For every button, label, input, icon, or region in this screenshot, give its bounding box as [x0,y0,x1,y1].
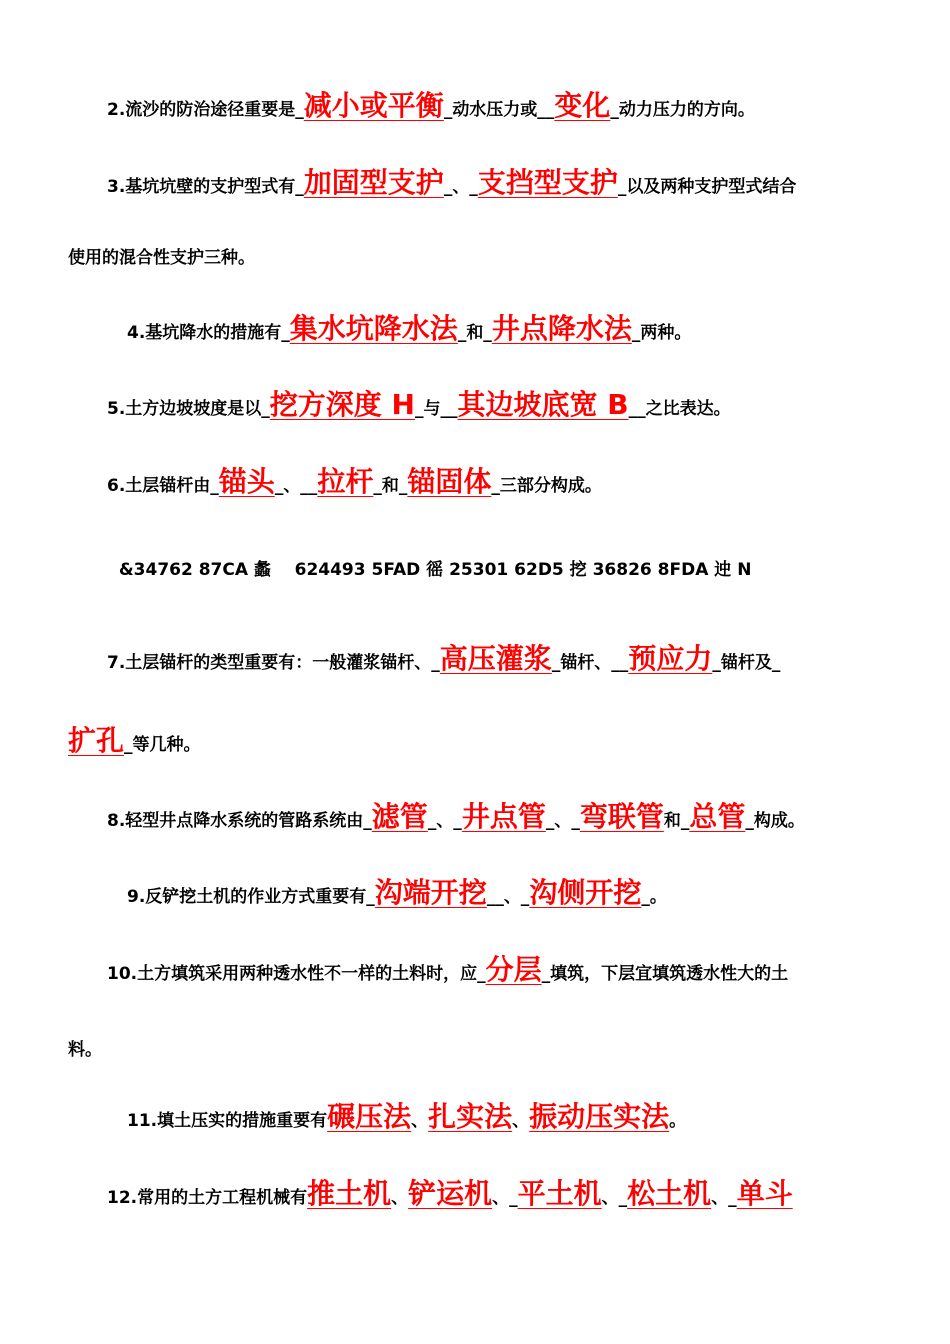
q12-line [107,1177,793,1210]
q10-text-2: _填筑，下层宜填筑透水性大的土 [541,964,789,984]
q12-answer-2: 铲运机 [408,1177,493,1210]
q2-answer-2: 变化 [554,89,611,122]
q5-text-2: _与__ [414,399,458,419]
q3-line-2 [68,250,255,267]
q4-text-3: _两种。 [631,323,692,343]
q12-answer-4: 松土机 [627,1177,712,1210]
q12-sep-3: 、_ [601,1188,628,1208]
q3-text-3: _以及两种支护型式结合 [617,177,797,197]
q5-answer-1: 挖方深度 H [269,388,415,421]
q4-answer-2: 井点降水法 [491,312,632,345]
q7-line [107,642,781,675]
q7-text-3: _锚杆及_ [712,653,781,673]
q10-line-2 [68,1042,102,1059]
q9-answer-2: 沟侧开挖 [529,876,642,909]
q11-text: 11.填土压实的措施重要有 [127,1111,328,1131]
q7-text-2: _锚杆、__ [551,653,629,673]
q10-text: 10.土方填筑采用两种透水性不一样的土料时，应_ [107,964,486,984]
q8-line [107,800,805,833]
q7-line-2 [68,724,201,757]
q12-text: 12.常用的土方工程机械有 [107,1188,308,1208]
q8-answer-3: 弯联管 [579,800,664,833]
q3-answer-1: 加固型支护 [303,166,444,199]
q10-line [107,953,789,986]
q6-answer-2: 拉杆 [317,465,374,498]
q12-answer-1: 推土机 [307,1177,392,1210]
q5-text-3: __之比表达。 [628,399,731,419]
q12-answer-3: 平土机 [517,1177,602,1210]
q6-text-3: _和_ [373,476,408,496]
q5-text: 5.土方边坡坡度是以_ [107,399,270,419]
q8-text: 8.轻型井点降水系统的管路系统由_ [107,811,372,831]
q2-answer-1: 减小或平衡 [303,89,444,122]
q3-text-2: _、_ [443,177,478,197]
q11-end: 。 [669,1111,687,1131]
q11-line [127,1100,687,1133]
q12-sep-2: 、_ [492,1188,518,1208]
q8-text-2: _、_ [427,811,462,831]
q2-text-2: _动水压力或__ [443,100,555,120]
q6-answer-1: 锚头 [218,465,275,498]
q5-answer-2: 其边坡底宽 B [457,388,629,421]
q8-text-4: 和_ [663,811,690,831]
q11-answer-2: 扎实法 [428,1100,513,1133]
q3-answer-2: 支挡型支护 [477,166,618,199]
q11-answer-3: 振动压实法 [529,1100,670,1133]
q2-text-3: _动力压力的方向。 [610,100,755,120]
encoding-noise-text: &34762 87CA 蠡 624493 5FAD 徭 25301 62D5 挖 36826 8FDA 迚 N [118,560,752,580]
q7-answer-1: 高压灌浆 [439,642,552,675]
q11-sep-1: 、 [411,1111,429,1131]
q4-answer-1: 集水坑降水法 [289,312,458,345]
q6-text-4: _三部分构成。 [491,476,602,496]
q4-text-2: _和_ [457,323,492,343]
q7-answer-2: 预应力 [628,642,713,675]
q9-line [127,876,667,909]
q3-text-4: 使用的混合性支护三种。 [68,248,255,268]
q8-answer-2: 井点管 [461,800,546,833]
q7-text-4: _等几种。 [124,735,201,755]
q10-answer-1: 分层 [485,953,542,986]
q8-answer-4: 总管 [689,800,746,833]
q3-text: 3.基坑坑壁的支护型式有_ [107,177,304,197]
q9-text: 9.反铲挖土机的作业方式重要有_ [127,887,375,907]
q7-answer-3: 扩孔 [68,724,125,757]
q2-text: 2.流沙的防治途径重要是_ [107,100,304,120]
q9-text-2: __、_ [486,887,530,907]
q6-text: 6.土层锚杆由_ [107,476,219,496]
q10-text-3: 料。 [68,1040,102,1060]
q3-line [107,166,797,199]
q6-line [107,465,602,498]
q8-text-5: _构成。 [745,811,805,831]
q4-text: 4.基坑降水的措施有_ [127,323,290,343]
q9-text-3: _。 [641,887,667,907]
encoding-noise-line [107,545,751,579]
q6-text-2: _、__ [274,476,318,496]
q7-text: 7.土层锚杆的类型重要有：一般灌浆锚杆、_ [107,653,440,673]
q5-line [107,388,731,421]
q8-text-3: _、_ [545,811,580,831]
q12-answer-5: 单斗 [736,1177,793,1210]
q11-answer-1: 碾压法 [327,1100,412,1133]
q9-answer-1: 沟端开挖 [374,876,487,909]
q6-answer-3: 锚固体 [407,465,492,498]
q11-sep-2: 、 [512,1111,530,1131]
q4-line [127,312,692,345]
q12-sep-4: 、_ [711,1188,737,1208]
q2-line [107,89,755,122]
q8-answer-1: 滤管 [371,800,428,833]
q12-sep-1: 、 [391,1188,409,1208]
